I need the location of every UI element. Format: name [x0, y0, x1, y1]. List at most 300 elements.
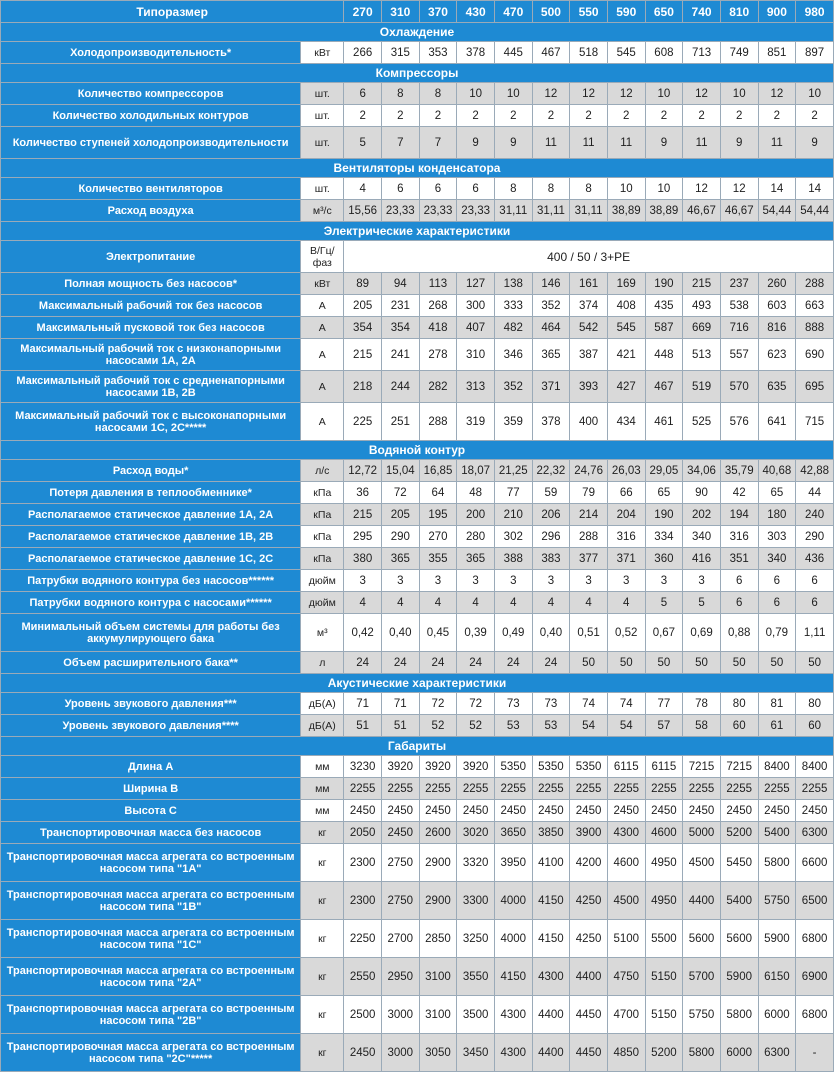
- value-cell: 10: [645, 83, 683, 105]
- unit-cell: А: [301, 295, 344, 317]
- value-cell: 6600: [796, 844, 834, 882]
- value-cell: 215: [683, 273, 721, 295]
- value-cell: 270: [419, 526, 457, 548]
- value-cell: 12: [683, 83, 721, 105]
- value-cell: 4950: [645, 844, 683, 882]
- param-label: Транспортировочная масса агрегата со встроенным насосом типа "1А": [1, 844, 301, 882]
- value-cell: 5800: [720, 996, 758, 1034]
- value-cell: 4500: [683, 844, 721, 882]
- param-label: Транспортировочная масса агрегата со встроенным насосом типа "2В": [1, 996, 301, 1034]
- section-title: Вентиляторы конденсатора: [1, 159, 834, 178]
- value-cell: 12: [720, 178, 758, 200]
- value-cell: 79: [570, 482, 608, 504]
- value-cell: 4: [344, 592, 382, 614]
- value-cell: 3: [532, 570, 570, 592]
- value-cell: 26,03: [607, 460, 645, 482]
- value-cell: 2255: [607, 778, 645, 800]
- table-row: [1, 822, 834, 844]
- value-cell: 3300: [457, 882, 495, 920]
- value-cell: 4850: [607, 1034, 645, 1072]
- param-label: Транспортировочная масса агрегата со встроенным насосом типа "1В": [1, 882, 301, 920]
- unit-cell: А: [301, 317, 344, 339]
- value-cell: 4950: [645, 882, 683, 920]
- value-cell: 623: [758, 339, 796, 371]
- value-cell: 77: [494, 482, 532, 504]
- value-cell: 6: [419, 178, 457, 200]
- param-label: Транспортировочная масса без насосов: [1, 822, 301, 844]
- value-cell: 296: [532, 526, 570, 548]
- value-cell: 6: [457, 178, 495, 200]
- param-label: Максимальный рабочий ток без насосов: [1, 295, 301, 317]
- value-cell: 260: [758, 273, 796, 295]
- value-cell: 6000: [720, 1034, 758, 1072]
- value-cell: 0,52: [607, 614, 645, 652]
- param-label: Количество вентиляторов: [1, 178, 301, 200]
- value-cell: 6115: [607, 756, 645, 778]
- unit-cell: кг: [301, 1034, 344, 1072]
- value-cell: 251: [381, 403, 419, 441]
- value-cell: 12: [570, 83, 608, 105]
- value-cell: 2: [532, 105, 570, 127]
- value-cell: 2250: [344, 920, 382, 958]
- value-cell: 11: [758, 127, 796, 159]
- section-title: Габариты: [1, 737, 834, 756]
- value-cell: 73: [532, 693, 570, 715]
- value-cell: 6300: [758, 1034, 796, 1072]
- value-cell: 288: [570, 526, 608, 548]
- value-cell: 190: [645, 504, 683, 526]
- value-cell: 5150: [645, 996, 683, 1034]
- value-cell: 2: [457, 105, 495, 127]
- value-cell: 359: [494, 403, 532, 441]
- value-cell: 2: [607, 105, 645, 127]
- table-row: [1, 592, 834, 614]
- value-cell: 2450: [758, 800, 796, 822]
- value-cell: 18,07: [457, 460, 495, 482]
- section-header: [1, 674, 834, 693]
- value-cell: 9: [720, 127, 758, 159]
- table-row: [1, 693, 834, 715]
- value-cell: 81: [758, 693, 796, 715]
- unit-cell: л: [301, 652, 344, 674]
- value-cell: 302: [494, 526, 532, 548]
- value-cell: 387: [570, 339, 608, 371]
- unit-cell: м³: [301, 614, 344, 652]
- value-cell: 218: [344, 371, 382, 403]
- unit-cell: кПа: [301, 482, 344, 504]
- param-label: Ширина В: [1, 778, 301, 800]
- value-cell: 2900: [419, 844, 457, 882]
- table-row: [1, 844, 834, 882]
- value-cell: 2900: [419, 882, 457, 920]
- value-cell: 716: [720, 317, 758, 339]
- param-label: Электропитание: [1, 241, 301, 273]
- value-cell: 10: [457, 83, 495, 105]
- value-cell: 2255: [683, 778, 721, 800]
- value-cell: 72: [419, 693, 457, 715]
- value-cell: 5100: [607, 920, 645, 958]
- value-cell: 3: [683, 570, 721, 592]
- value-cell: 61: [758, 715, 796, 737]
- value-cell: 5350: [570, 756, 608, 778]
- value-cell: 310: [457, 339, 495, 371]
- value-cell: 204: [607, 504, 645, 526]
- value-cell: 2600: [419, 822, 457, 844]
- value-cell: 3950: [494, 844, 532, 882]
- value-cell: 9: [796, 127, 834, 159]
- value-cell: 2050: [344, 822, 382, 844]
- table-row: [1, 105, 834, 127]
- value-cell: 3920: [381, 756, 419, 778]
- value-cell: 6: [720, 570, 758, 592]
- value-cell: 851: [758, 42, 796, 64]
- value-cell: 80: [796, 693, 834, 715]
- value-cell: 50: [607, 652, 645, 674]
- value-cell: 0,79: [758, 614, 796, 652]
- value-cell: 570: [720, 371, 758, 403]
- unit-cell: мм: [301, 800, 344, 822]
- value-cell: 23,33: [381, 200, 419, 222]
- value-cell: 40,68: [758, 460, 796, 482]
- value-cell: 493: [683, 295, 721, 317]
- table-row: [1, 548, 834, 570]
- value-cell: 603: [758, 295, 796, 317]
- value-cell: 576: [720, 403, 758, 441]
- value-cell: 50: [720, 652, 758, 674]
- value-cell: 4300: [494, 1034, 532, 1072]
- value-cell: 3650: [494, 822, 532, 844]
- value-cell: 11: [532, 127, 570, 159]
- param-label: Максимальный пусковой ток без насосов: [1, 317, 301, 339]
- value-cell: 4150: [494, 958, 532, 996]
- param-label: Потеря давления в теплообменнике*: [1, 482, 301, 504]
- value-cell: 169: [607, 273, 645, 295]
- value-cell: 5200: [720, 822, 758, 844]
- value-cell: 11: [683, 127, 721, 159]
- value-cell: 461: [645, 403, 683, 441]
- value-cell: 2255: [532, 778, 570, 800]
- table-row: [1, 715, 834, 737]
- value-cell: 1,11: [796, 614, 834, 652]
- value-cell: 15,04: [381, 460, 419, 482]
- value-cell: 0,40: [381, 614, 419, 652]
- value-cell: 663: [796, 295, 834, 317]
- size-header: 650: [645, 1, 683, 23]
- value-cell: 2: [381, 105, 419, 127]
- value-cell: 2255: [796, 778, 834, 800]
- value-cell: 713: [683, 42, 721, 64]
- value-cell: 10: [494, 83, 532, 105]
- value-cell: 12: [532, 83, 570, 105]
- value-cell: 0,49: [494, 614, 532, 652]
- value-cell: 4: [381, 592, 419, 614]
- value-cell: 300: [457, 295, 495, 317]
- value-cell: 80: [720, 693, 758, 715]
- value-cell: 295: [344, 526, 382, 548]
- value-cell: 54: [607, 715, 645, 737]
- value-cell: 421: [607, 339, 645, 371]
- value-cell: 525: [683, 403, 721, 441]
- size-header: 590: [607, 1, 645, 23]
- value-cell: 73: [494, 693, 532, 715]
- value-cell: 2300: [344, 882, 382, 920]
- value-cell: 6: [758, 592, 796, 614]
- value-cell: 9: [457, 127, 495, 159]
- value-cell: 14: [758, 178, 796, 200]
- value-cell: 138: [494, 273, 532, 295]
- table-row: [1, 652, 834, 674]
- param-label: Транспортировочная масса агрегата со встроенным насосом типа "1С": [1, 920, 301, 958]
- value-cell: 50: [683, 652, 721, 674]
- value-cell: 3: [457, 570, 495, 592]
- value-cell: 65: [758, 482, 796, 504]
- value-cell: 290: [796, 526, 834, 548]
- value-cell: 371: [532, 371, 570, 403]
- value-cell: 360: [645, 548, 683, 570]
- unit-cell: А: [301, 339, 344, 371]
- value-cell: 215: [344, 339, 382, 371]
- value-cell: 587: [645, 317, 683, 339]
- value-cell: 378: [532, 403, 570, 441]
- value-cell: 278: [419, 339, 457, 371]
- unit-cell: дБ(А): [301, 693, 344, 715]
- param-label: Объем расширительного бака**: [1, 652, 301, 674]
- value-cell: 407: [457, 317, 495, 339]
- section-header: [1, 23, 834, 42]
- value-cell: 15,56: [344, 200, 382, 222]
- param-label: Холодопроизводительность*: [1, 42, 301, 64]
- table-row: [1, 460, 834, 482]
- value-cell: 4400: [570, 958, 608, 996]
- value-cell: 200: [457, 504, 495, 526]
- value-cell: 6: [344, 83, 382, 105]
- value-cell: 467: [532, 42, 570, 64]
- value-cell: 3850: [532, 822, 570, 844]
- value-cell: 78: [683, 693, 721, 715]
- param-label: Количество ступеней холодопроизводительности: [1, 127, 301, 159]
- unit-cell: кг: [301, 958, 344, 996]
- value-cell: 4400: [532, 996, 570, 1034]
- value-cell: 380: [344, 548, 382, 570]
- value-cell: 72: [457, 693, 495, 715]
- value-cell: 635: [758, 371, 796, 403]
- param-label: Патрубки водяного контура без насосов******: [1, 570, 301, 592]
- value-cell: 4200: [570, 844, 608, 882]
- value-cell: 2500: [344, 996, 382, 1034]
- value-cell: 266: [344, 42, 382, 64]
- value-cell: 4600: [645, 822, 683, 844]
- value-cell: 641: [758, 403, 796, 441]
- value-cell: 3920: [457, 756, 495, 778]
- value-cell: 608: [645, 42, 683, 64]
- unit-cell: А: [301, 371, 344, 403]
- value-cell: 2255: [494, 778, 532, 800]
- value-cell: 315: [381, 42, 419, 64]
- value-cell: 89: [344, 273, 382, 295]
- unit-cell: кг: [301, 882, 344, 920]
- param-label: Максимальный рабочий ток с низконапорными насосами 1А, 2А: [1, 339, 301, 371]
- value-cell: 5750: [683, 996, 721, 1034]
- param-label: Располагаемое статическое давление 1С, 2С: [1, 548, 301, 570]
- value-cell: 5800: [683, 1034, 721, 1072]
- value-cell: 519: [683, 371, 721, 403]
- section-title: Акустические характеристики: [1, 674, 834, 693]
- value-cell: 74: [570, 693, 608, 715]
- value-cell: 3: [570, 570, 608, 592]
- table-row: [1, 127, 834, 159]
- value-cell: 436: [796, 548, 834, 570]
- value-cell: 4: [532, 592, 570, 614]
- value-cell: 4000: [494, 882, 532, 920]
- value-cell: 21,25: [494, 460, 532, 482]
- value-cell: 2450: [381, 822, 419, 844]
- value-cell: 467: [645, 371, 683, 403]
- value-cell: 416: [683, 548, 721, 570]
- value-cell: 180: [758, 504, 796, 526]
- value-cell: 146: [532, 273, 570, 295]
- value-cell: 127: [457, 273, 495, 295]
- table-row: [1, 371, 834, 403]
- param-label: Уровень звукового давления****: [1, 715, 301, 737]
- value-cell: 2: [419, 105, 457, 127]
- value-cell: 340: [758, 548, 796, 570]
- unit-cell: кПа: [301, 504, 344, 526]
- table-row: [1, 295, 834, 317]
- value-cell: 6: [796, 570, 834, 592]
- value-cell: 334: [645, 526, 683, 548]
- size-header: 270: [344, 1, 382, 23]
- value-cell: 333: [494, 295, 532, 317]
- param-label: Транспортировочная масса агрегата со встроенным насосом типа "2С"*****: [1, 1034, 301, 1072]
- value-cell: 354: [344, 317, 382, 339]
- section-header: [1, 441, 834, 460]
- value-cell: 0,88: [720, 614, 758, 652]
- value-cell: 542: [570, 317, 608, 339]
- value-cell: 0,45: [419, 614, 457, 652]
- header-label: Типоразмер: [1, 1, 344, 23]
- value-cell: 3320: [457, 844, 495, 882]
- value-cell: 4150: [532, 882, 570, 920]
- value-cell: 12: [683, 178, 721, 200]
- section-header: [1, 737, 834, 756]
- param-label: Расход воздуха: [1, 200, 301, 222]
- section-header: [1, 222, 834, 241]
- value-cell: 44: [796, 482, 834, 504]
- value-cell: 5350: [532, 756, 570, 778]
- value-cell: 42: [720, 482, 758, 504]
- value-cell: 59: [532, 482, 570, 504]
- param-label: Полная мощность без насосов*: [1, 273, 301, 295]
- value-cell: 2: [570, 105, 608, 127]
- unit-cell: мм: [301, 778, 344, 800]
- value-cell: 816: [758, 317, 796, 339]
- value-cell: 0,39: [457, 614, 495, 652]
- value-cell: 54,44: [758, 200, 796, 222]
- value-cell: 4300: [532, 958, 570, 996]
- value-cell: 35,79: [720, 460, 758, 482]
- value-cell: 94: [381, 273, 419, 295]
- value-cell: 669: [683, 317, 721, 339]
- value-cell: 4: [607, 592, 645, 614]
- value-cell: 46,67: [720, 200, 758, 222]
- value-cell: 4400: [683, 882, 721, 920]
- value-cell: 545: [607, 317, 645, 339]
- value-cell: 3000: [381, 1034, 419, 1072]
- value-cell: 464: [532, 317, 570, 339]
- value-cell: 2750: [381, 844, 419, 882]
- value-cell: 4450: [570, 996, 608, 1034]
- value-cell: 58: [683, 715, 721, 737]
- table-row: [1, 403, 834, 441]
- param-label: Располагаемое статическое давление 1А, 2А: [1, 504, 301, 526]
- value-cell: 715: [796, 403, 834, 441]
- value-cell: 2: [758, 105, 796, 127]
- value-cell: 8: [570, 178, 608, 200]
- value-cell: 6900: [796, 958, 834, 996]
- param-label: Количество компрессоров: [1, 83, 301, 105]
- value-cell: 2450: [457, 800, 495, 822]
- value-cell: 288: [796, 273, 834, 295]
- value-cell: 2255: [344, 778, 382, 800]
- value-cell: 288: [419, 403, 457, 441]
- param-label: Транспортировочная масса агрегата со встроенным насосом типа "2А": [1, 958, 301, 996]
- value-cell: 8: [419, 83, 457, 105]
- value-cell: 897: [796, 42, 834, 64]
- section-title: Компрессоры: [1, 64, 834, 83]
- value-cell: 244: [381, 371, 419, 403]
- value-cell: 2850: [419, 920, 457, 958]
- value-cell: 2450: [344, 1034, 382, 1072]
- value-cell: 2: [796, 105, 834, 127]
- value-cell: 14: [796, 178, 834, 200]
- unit-cell: дюйм: [301, 570, 344, 592]
- value-cell: 365: [457, 548, 495, 570]
- table-row: [1, 570, 834, 592]
- value-cell: 2450: [683, 800, 721, 822]
- unit-cell: кПа: [301, 526, 344, 548]
- value-cell: 16,85: [419, 460, 457, 482]
- value-cell: 64: [419, 482, 457, 504]
- value-cell: 513: [683, 339, 721, 371]
- value-cell: 2450: [570, 800, 608, 822]
- value-cell: 50: [645, 652, 683, 674]
- value-cell: 7: [381, 127, 419, 159]
- value-cell: 195: [419, 504, 457, 526]
- value-cell: 71: [381, 693, 419, 715]
- value-cell: 241: [381, 339, 419, 371]
- value-cell: 66: [607, 482, 645, 504]
- value-cell: 31,11: [570, 200, 608, 222]
- size-header: 470: [494, 1, 532, 23]
- param-label: Количество холодильных контуров: [1, 105, 301, 127]
- section-title: Электрические характеристики: [1, 222, 834, 241]
- value-cell: 4300: [494, 996, 532, 1034]
- value-cell: 206: [532, 504, 570, 526]
- value-cell: 448: [645, 339, 683, 371]
- value-cell: 4: [494, 592, 532, 614]
- unit-cell: дюйм: [301, 592, 344, 614]
- table-row: [1, 339, 834, 371]
- value-cell: 4500: [607, 882, 645, 920]
- value-cell: 36: [344, 482, 382, 504]
- table-row: [1, 504, 834, 526]
- value-cell: 4000: [494, 920, 532, 958]
- value-cell: 4: [457, 592, 495, 614]
- value-cell: 5350: [494, 756, 532, 778]
- value-cell: 3050: [419, 1034, 457, 1072]
- value-cell: 2255: [570, 778, 608, 800]
- value-cell: 3550: [457, 958, 495, 996]
